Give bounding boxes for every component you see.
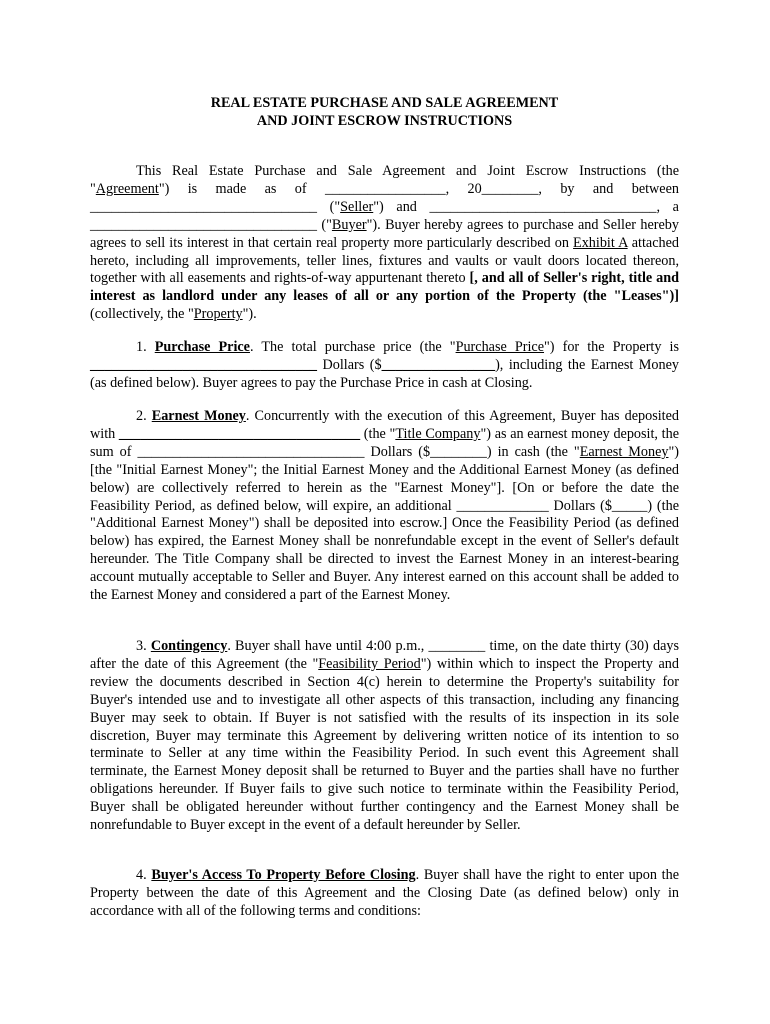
section-4-heading: Buyer's Access To Property Before Closing xyxy=(151,867,416,883)
section-4-number: 4. xyxy=(136,867,152,883)
section-1-number: 1. xyxy=(136,339,155,355)
section-3-heading: Contingency xyxy=(150,638,228,654)
defined-term-purchase-price: Purchase Price xyxy=(455,339,545,355)
defined-term-exhibit-a: Exhibit A xyxy=(573,234,628,251)
section-1-purchase-price xyxy=(90,339,679,393)
purchase-price-amount-blank: ________________ xyxy=(381,356,496,373)
title-line-2: AND JOINT ESCROW INSTRUCTIONS xyxy=(256,113,513,129)
defined-term-seller: Seller xyxy=(340,198,374,215)
section-1-text-d: ), including the Earnest Money (as defined below). Buyer agrees to pay the Purchase Price in cash at Closing. xyxy=(90,356,679,391)
title-company-blank: __________________________________ xyxy=(118,425,361,442)
section-4-text-a: . Buyer shall have the right to enter upon the Property between the date of this Agreement and the Closing Date (as defined below) only in accordance with all of the following terms and conditions: xyxy=(90,867,679,919)
section-2-text-a: . Concurrently with the execution of this Agreement, Buyer has deposited with xyxy=(90,408,679,442)
intro-text-g: "). xyxy=(242,306,257,323)
defined-term-agreement: Agreement xyxy=(95,180,159,197)
section-3-text-b: ") within which to inspect the Property and review the documents described in Section 4(c) herein to determine the Property's suitability for Buyer's intended use and to investigate all other aspects of this transaction, including any financing Buyer may seek to obtain. If Buyer is not satisfied with the results of its inspection in its sole discretion, Buyer may terminate this Agreement by delivering written notice of its intention to so terminate to Seller at any time within the Feasibility Period. In such event this Agreement shall terminate, the Earnest Money deposit shall be returned to Buyer and the parties shall have no further obligations hereunder. If Buyer fails to give such notice to terminate within the Feasibility Period, Buyer shall be obligated hereunder without further contingency and the Earnest Money shall be nonrefundable to Buyer except in the event of a default hereunder by Seller. xyxy=(90,655,679,834)
section-4-buyers-access xyxy=(90,867,679,921)
defined-term-property: Property xyxy=(193,306,243,323)
intro-text-d: "). Buyer hereby agrees to purchase and Seller hereby agrees to sell its interest in that certain real property more particularly described on xyxy=(90,216,679,251)
defined-term-buyer: Buyer xyxy=(331,216,367,233)
purchase-price-blank: ________________________________ xyxy=(90,356,317,373)
defined-term-feasibility-period: Feasibility Period xyxy=(318,655,421,672)
defined-term-title-company: Title Company xyxy=(395,425,481,442)
intro-paragraph xyxy=(90,163,679,324)
section-2-number: 2. xyxy=(136,408,152,424)
section-2-text-d: ") [the "Initial Earnest Money"; the Initial Earnest Money and the Additional Earnest Money (as defined below) are collectively referred to herein as the "Earnest Money"]. [On or before the date the Feasibility Period, as defined below, will expire, an additional _____________ Dollars ($_____) (the "Additional Earnest Money") shall be deposited into escrow.] Once the Feasibility Period (as defined below) has expired, the Earnest Money shall be nonrefundable except in the event of Seller's default hereunder. The Title Company shall be directed to invest the Earnest Money in an interest-bearing account mutually acceptable to Seller and Buyer. Any interest earned on this account shall be added to the Earnest Money and considered a part of the Earnest Money. xyxy=(90,443,679,604)
intro-text-e: attached hereto, including all improvements, teller lines, fixtures and vaults or vault doors located thereon, together with all easements and rights-of-way appurtenant thereto xyxy=(90,234,679,287)
section-1-text-b: ") for the Property is xyxy=(544,339,679,355)
section-1-text-c: Dollars ($ xyxy=(317,356,382,373)
leases-clause: [, and all of Seller's right, title and interest as landlord under any leases of all or any portion of the Property (the "Leases")] xyxy=(90,270,679,305)
document-title xyxy=(90,94,679,130)
section-3-text-a: . Buyer shall have until 4:00 p.m., ________ time, on the date thirty (30) days after the date of this Agreement (the " xyxy=(90,638,679,672)
section-2-text-b: (the " xyxy=(360,425,396,442)
intro-text-c: ") and ________________________________, a ________________________________ (" xyxy=(90,198,679,233)
intro-text-b: ") is made as of _________________, 20________, by and between ________________________________ (" xyxy=(90,180,679,215)
section-3-contingency xyxy=(90,638,679,835)
section-1-heading: Purchase Price xyxy=(154,339,250,355)
defined-term-earnest-money: Earnest Money xyxy=(579,443,669,460)
section-1-text-a: . The total purchase price (the " xyxy=(249,339,456,355)
section-2-heading: Earnest Money xyxy=(151,408,246,424)
intro-text-a: This Real Estate Purchase and Sale Agreement and Joint Escrow Instructions (the " xyxy=(90,163,679,197)
section-2-text-c: ") as an earnest money deposit, the sum of ________________________________ Dollars ($________) in cash (the " xyxy=(90,425,679,460)
section-3-number: 3. xyxy=(136,638,151,654)
intro-text-f: (collectively, the " xyxy=(90,306,194,323)
section-2-earnest-money xyxy=(90,408,679,605)
title-line-1: REAL ESTATE PURCHASE AND SALE AGREEMENT xyxy=(210,95,559,111)
